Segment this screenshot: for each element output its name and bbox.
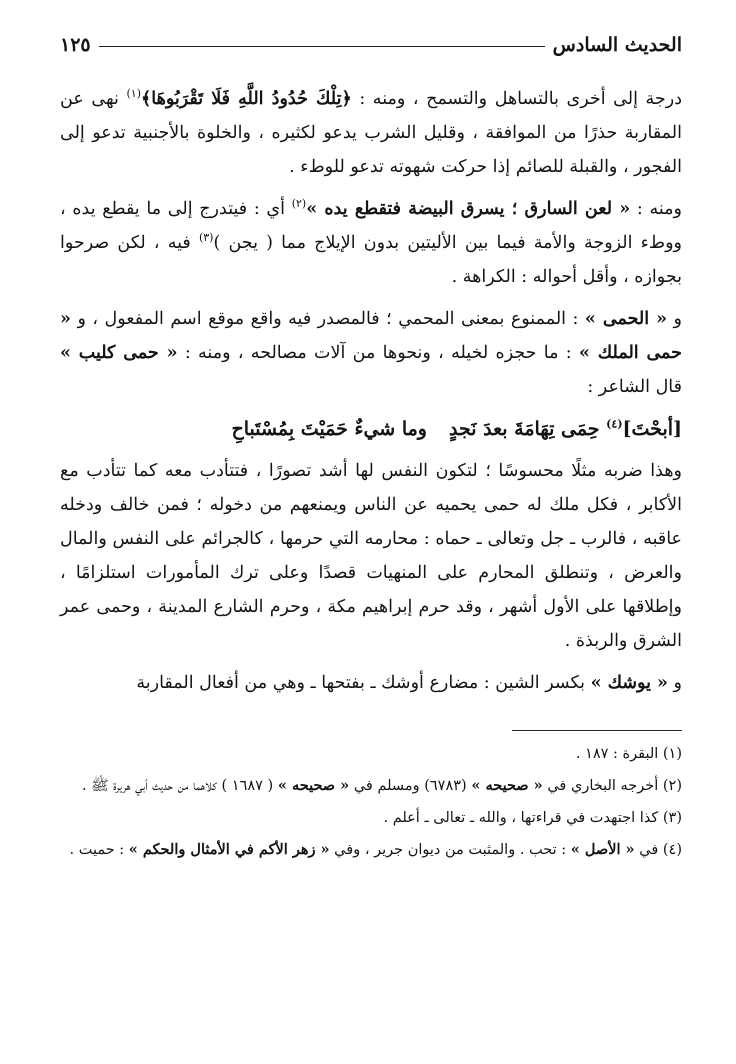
paragraph-2 bbox=[60, 192, 682, 294]
fn2-source-2: « صحيحه » bbox=[277, 777, 350, 794]
p1-text-a: درجة إلى أخرى بالتساهل والتسمح ، ومنه : bbox=[351, 89, 682, 109]
footnote-separator bbox=[512, 730, 682, 731]
p3-text-b: : الممنوع بمعنى المحمي ؛ فالمصدر فيه واقع موقع اسم المفعول ، و bbox=[70, 309, 585, 329]
poetry-verse bbox=[60, 412, 682, 446]
main-text bbox=[60, 82, 682, 700]
footnote-ref-3: (٣) bbox=[198, 231, 214, 245]
fn2-text-c: ( ١٦٨٧ ) كلاهما من حديث أبي هريرة ﷺ . bbox=[81, 778, 278, 794]
fn2-source-1: « صحيحه » bbox=[471, 777, 543, 794]
verse-first-word: [أبحْتَ] bbox=[622, 418, 682, 440]
footnote-2 bbox=[60, 773, 682, 799]
hadith-quote: « لعن السارق ؛ يسرق البيضة فتقطع يده » bbox=[306, 199, 631, 219]
verse-hemistich-2: وما شيءٌ حَمَيْتَ بِمُسْتَباحِ bbox=[231, 418, 427, 440]
footnote-3: (٣) كذا اجتهدت في قراءتها ، والله ـ تعالى ـ أعلم . bbox=[383, 810, 682, 826]
chapter-title: الحديث السادس bbox=[545, 28, 682, 62]
term-yushik: « يوشك » bbox=[590, 673, 668, 693]
p2-text-b: أي : فيتدرج إلى ما يقطع يده ، ووطء الزوجة والأمة فيما بين الأليتين بدون الإيلاج مما ( يجن ) bbox=[60, 199, 682, 253]
p5-text-b: بكسر الشين : مضارع أوشك ـ بفتحها ـ وهي من أفعال المقاربة bbox=[136, 673, 591, 693]
term-hima: « الحمى » bbox=[584, 309, 668, 329]
p2-text-c: فيه ، لكن صرحوا بجوازه ، وأقل أحواله : الكراهة . bbox=[60, 233, 682, 287]
p5-text-a: و bbox=[667, 673, 682, 693]
paragraph-3 bbox=[60, 302, 682, 404]
p3-text-c: : ما حجزه لخيله ، ونحوها من آلات مصالحه ، ومنه : bbox=[177, 343, 579, 363]
running-header bbox=[60, 28, 682, 62]
fn4-source-2: « زهر الأكم في الأمثال والحكم » bbox=[128, 841, 330, 858]
page-number: ١٢٥ bbox=[60, 28, 99, 62]
term-hima-malik: « حمى الملك » bbox=[60, 309, 682, 363]
quran-verse: ﴿تِلْكَ حُدُودُ اللَّهِ فَلَا تَقْرَبُوهَا﴾ bbox=[141, 89, 352, 109]
fn4-text-a: (٤) في bbox=[634, 842, 682, 858]
fn4-text-b: : تحب . والمثبت من ديوان جرير ، وفي bbox=[329, 842, 571, 858]
paragraph-4: وهذا ضربه مثلًا محسوسًا ؛ لتكون النفس لها أشد تصورًا ، فتتأدب معه كما تتأدب مع الأكابر ، فكل ملك له حمى يحميه عن الناس ويمنعهم من دخوله ؛ فمن خالف ودخله عاقبه ، فالرب ـ جل وتعالى ـ حماه : محارمه التي حرمها ، كالجرائم على النفس والمال والعرض ، وتنطلق المحارم على المنهيات قصدًا وعلى ترك المأمورات استلزامًا ، وإطلاقها على الأول أشهر ، وقد حرم إبراهيم مكة ، وحرم الشارع المدينة ، وحمى عمر الشرق والربذة . bbox=[60, 461, 682, 651]
term-hima-kulayb: « حمى كليب » bbox=[60, 343, 178, 363]
footnote-1: (١) البقرة : ١٨٧ . bbox=[575, 746, 682, 762]
footnote-ref-2: (٢) bbox=[291, 197, 307, 211]
fn4-source-1: « الأصل » bbox=[570, 841, 635, 858]
p3-text-a: و bbox=[667, 309, 682, 329]
p1-text-b: نهى عن المقاربة حذرًا من الموافقة ، وقليل الشرب يدعو لكثيره ، والخلوة بالأجنبية تدعو إلى الفجور ، والقبلة للصائم إذا حركت شهوته تدعو للوطء . bbox=[60, 89, 682, 177]
fn2-text-a: (٢) أخرجه البخاري في bbox=[542, 778, 682, 794]
p2-text-a: ومنه : bbox=[630, 199, 682, 219]
book-page bbox=[60, 28, 682, 1038]
p3-text-d: قال الشاعر : bbox=[587, 377, 682, 397]
footnote-ref-4: (٤) bbox=[606, 417, 623, 431]
footnotes bbox=[60, 741, 682, 863]
paragraph-5 bbox=[60, 666, 682, 700]
paragraph-1 bbox=[60, 82, 682, 184]
fn2-text-b: (٦٧٨٣) ومسلم في bbox=[349, 778, 472, 794]
footnote-ref-1: (١) bbox=[126, 87, 141, 101]
fn4-text-c: : حميت . bbox=[69, 842, 129, 858]
verse-hemistich-1: حِمَى تِهَامَةَ بعدَ نَجدٍ bbox=[448, 418, 607, 440]
footnote-4 bbox=[60, 837, 682, 863]
